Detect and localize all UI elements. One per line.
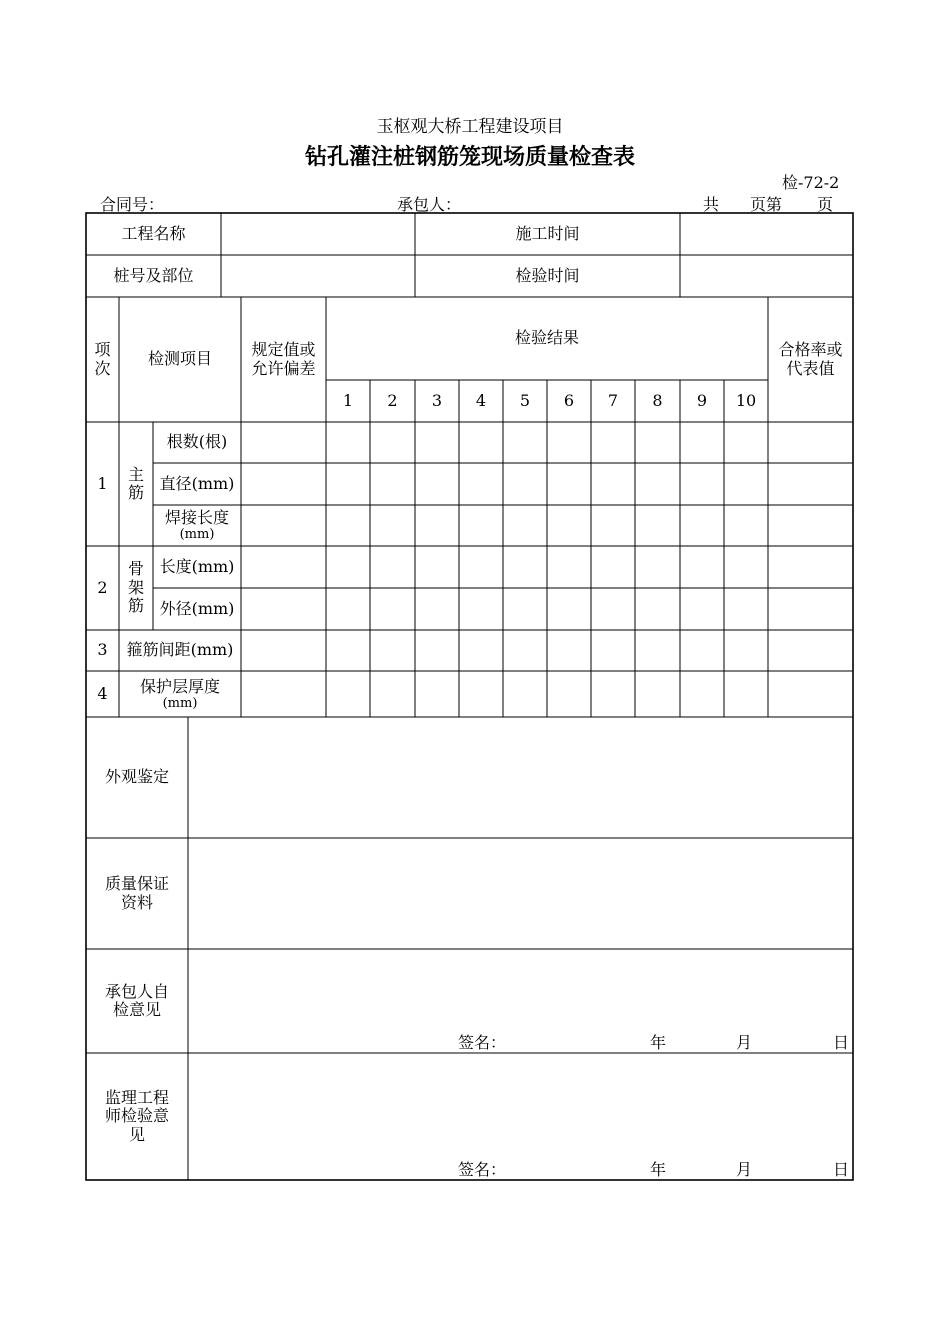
contractor-opinion-line1: 承包人自	[104, 981, 169, 1001]
row1-weld-length-line1: 焊接长度	[164, 508, 229, 528]
row1-no: 1	[97, 473, 108, 493]
row4-no: 4	[97, 683, 108, 703]
supervisor-opinion-label	[86, 1053, 188, 1180]
row2-group-char1: 骨	[127, 559, 144, 579]
quality-docs-line1: 质量保证	[104, 874, 169, 894]
project-name-field[interactable]	[221, 213, 415, 255]
row3-stirrup-spacing-label: 箍筋间距(mm)	[126, 640, 234, 660]
construction-time-label: 施工时间	[515, 223, 580, 243]
row2-length-label: 长度(mm)	[159, 556, 235, 576]
supervisor-year-label: 年	[650, 1160, 667, 1179]
contractor-sign-label: 签名：	[458, 1033, 507, 1052]
supervisor-opinion-line3: 见	[128, 1124, 145, 1144]
result-col-9: 9	[696, 390, 708, 410]
supervisor-opinion-line1: 监理工程	[104, 1087, 169, 1107]
result-col-4: 4	[475, 390, 487, 410]
item-no-header	[86, 297, 119, 422]
contractor-year-label: 年	[650, 1033, 667, 1052]
form-title: 钻孔灌注桩钢筋笼现场质量检查表	[304, 144, 635, 170]
check-item-header: 检测项目	[147, 349, 212, 369]
item-no-header-line2: 次	[94, 358, 111, 378]
construction-time-field[interactable]	[680, 213, 853, 255]
supervisor-sign-label: 签名：	[458, 1160, 507, 1179]
row1-group-char1: 主	[127, 464, 144, 484]
contractor-opinion-label	[86, 949, 188, 1053]
result-col-1: 1	[342, 390, 354, 410]
pass-rate-header	[768, 297, 853, 422]
supervisor-opinion-field[interactable]	[188, 1053, 853, 1180]
row4-cover-line2: (mm)	[162, 695, 198, 711]
project-subtitle: 玉枢观大桥工程建设项目	[376, 117, 564, 137]
appearance-label: 外观鉴定	[104, 767, 169, 787]
page-end-label: 页	[817, 195, 834, 214]
spec-header-line1: 规定值或	[251, 340, 316, 360]
quality-docs-line2: 资料	[120, 892, 153, 912]
contractor-month-label: 月	[736, 1033, 753, 1052]
supervisor-day-label: 日	[833, 1160, 850, 1179]
row1-diameter-label: 直径(mm)	[159, 473, 235, 493]
row1-group	[119, 422, 153, 546]
pass-rate-header-line2: 代表值	[786, 358, 835, 378]
result-col-10: 10	[735, 390, 757, 410]
result-col-5: 5	[519, 390, 531, 410]
row1-weld-length-label	[153, 505, 241, 546]
pass-rate-header-line1: 合格率或	[778, 340, 843, 360]
row2-group-char3: 筋	[127, 596, 144, 616]
spec-header-line2: 允许偏差	[251, 358, 316, 378]
results-header: 检验结果	[514, 328, 579, 348]
row4-cover-line1: 保护层厚度	[139, 676, 220, 696]
row2-no: 2	[97, 577, 108, 597]
inspection-time-field[interactable]	[680, 255, 853, 297]
quality-docs-label	[86, 838, 188, 949]
result-col-2: 2	[387, 390, 398, 410]
contractor-opinion-field[interactable]	[188, 949, 853, 1053]
row1-weld-length-line2: (mm)	[179, 527, 215, 543]
result-col-8: 8	[652, 390, 663, 410]
row1-count-label: 根数(根)	[166, 432, 228, 452]
page-total-label: 共	[703, 195, 720, 214]
station-label: 桩号及部位	[113, 265, 194, 285]
contract-no-label: 合同号：	[100, 195, 165, 214]
result-col-7: 7	[607, 390, 619, 410]
contractor-day-label: 日	[833, 1033, 850, 1052]
supervisor-month-label: 月	[736, 1160, 753, 1179]
station-field[interactable]	[221, 255, 415, 297]
row3-no: 3	[97, 640, 108, 660]
spec-header	[241, 297, 326, 422]
project-name-label: 工程名称	[121, 223, 186, 243]
row2-outer-diameter-label: 外径(mm)	[159, 598, 235, 618]
row1-group-char2: 筋	[127, 483, 144, 502]
page-current-label: 页第	[750, 195, 783, 214]
row2-group-char2: 架	[127, 577, 144, 597]
form-number: 检-72-2	[782, 173, 840, 192]
row4-cover-thickness-label	[119, 671, 241, 717]
quality-docs-field[interactable]	[188, 838, 853, 949]
item-no-header-line1: 项	[94, 340, 111, 360]
contractor-opinion-line2: 检意见	[112, 1000, 161, 1019]
result-col-3: 3	[431, 390, 443, 410]
inspection-time-label: 检验时间	[515, 265, 580, 285]
contractor-label: 承包人：	[397, 195, 462, 214]
supervisor-opinion-line2: 师检验意	[104, 1106, 169, 1126]
row2-group	[119, 546, 153, 630]
result-col-6: 6	[563, 390, 575, 410]
appearance-field[interactable]	[188, 717, 853, 838]
